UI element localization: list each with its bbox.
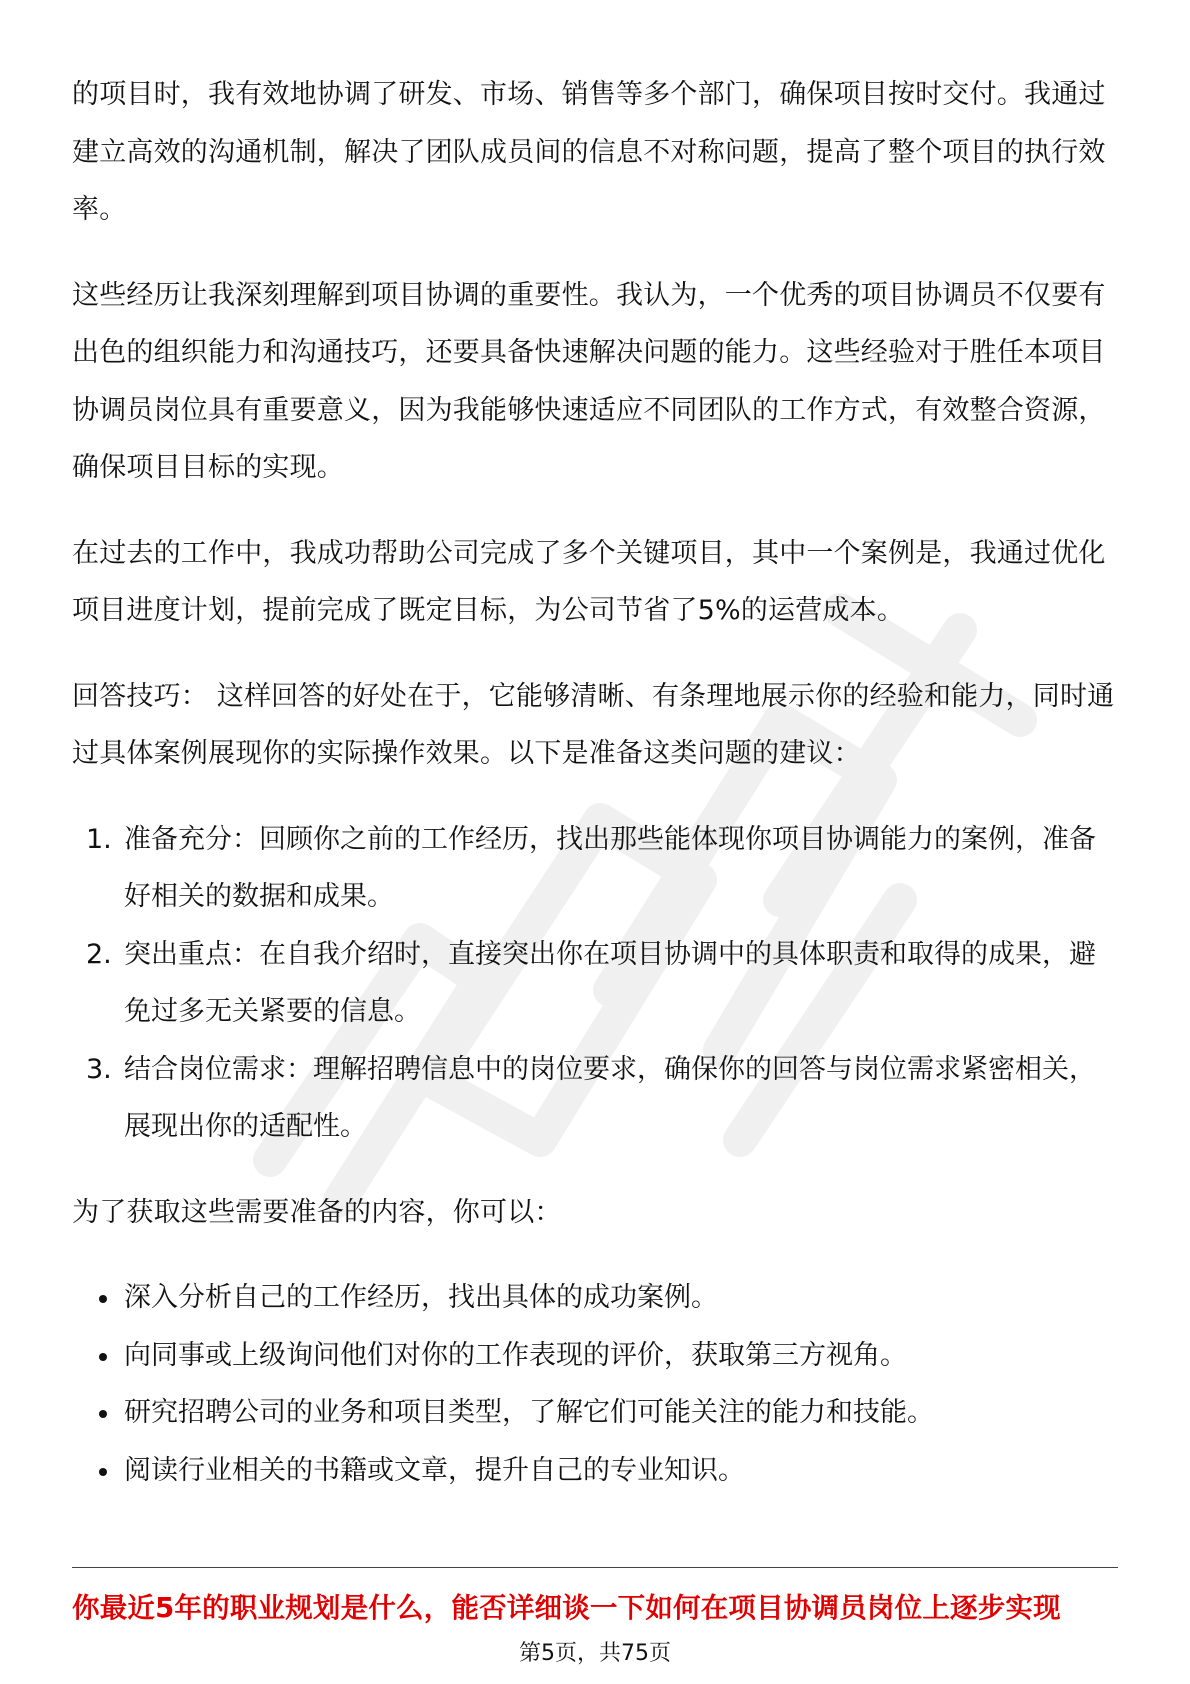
bullet-item bbox=[72, 1327, 1118, 1385]
paragraph-insights: 这些经历让我深刻理解到项目协调的重要性。我认为，一个优秀的项目协调员不仅要有出色的组织能力和沟通技巧，还要具备快速解决问题的能力。这些经验对于胜任本项目协调员岗位具有重要意义，因为我能够快速适应不同团队的工作方式，有效整合资源，确保项目目标的实现。 bbox=[72, 279, 1106, 483]
bullet-dot-icon bbox=[99, 1295, 107, 1303]
bullet-text: 深入分析自己的工作经历，找出具体的成功案例。 bbox=[124, 1282, 718, 1313]
paragraph-preparation-intro: 为了获取这些需要准备的内容，你可以： bbox=[72, 1196, 562, 1228]
bullet-text: 阅读行业相关的书籍或文章，提升自己的专业知识。 bbox=[124, 1454, 745, 1486]
bullet-text: 研究招聘公司的业务和项目类型，了解它们可能关注的能力和技能。 bbox=[124, 1397, 934, 1428]
tips-list-item bbox=[72, 811, 1118, 926]
list-item-text: 突出重点：在自我介绍时，直接突出你在项目协调中的具体职责和取得的成果，避免过多无关紧要的信息。 bbox=[124, 938, 1096, 1027]
bullet-text: 向同事或上级询问他们对你的工作表现的评价，获取第三方视角。 bbox=[124, 1339, 907, 1371]
list-number: 2. bbox=[86, 938, 112, 970]
list-number: 1. bbox=[86, 823, 112, 855]
document-body bbox=[72, 66, 1118, 1499]
paragraph-answer-tips: 回答技巧： 这样回答的好处在于，它能够清晰、有条理地展示你的经验和能力，同时通过具体案例展现你的实际操作效果。以下是准备这类问题的建议： bbox=[72, 680, 1115, 769]
paragraph-project-experience: 的项目时，我有效地协调了研发、市场、销售等多个部门，确保项目按时交付。我通过建立高效的沟通机制，解决了团队成员间的信息不对称问题，提高了整个项目的执行效率。 bbox=[72, 79, 1106, 225]
list-number: 3. bbox=[86, 1053, 112, 1085]
page-number: 第5页，共75页 bbox=[519, 1641, 671, 1666]
list-item-text: 准备充分：回顾你之前的工作经历，找出那些能体现你项目协调能力的案例，准备好相关的数据和成果。 bbox=[124, 823, 1096, 912]
footer-divider bbox=[72, 1567, 1118, 1568]
bullet-dot-icon bbox=[99, 1468, 107, 1476]
next-question-heading: 你最近5年的职业规划是什么，能否详细谈一下如何在项目协调员岗位上逐步实现 bbox=[72, 1592, 1061, 1624]
tips-list bbox=[72, 811, 1118, 1156]
list-item-text: 结合岗位需求：理解招聘信息中的岗位要求，确保你的回答与岗位需求紧密相关，展现出你的适配性。 bbox=[124, 1053, 1096, 1142]
paragraph-achievement: 在过去的工作中，我成功帮助公司完成了多个关键项目，其中一个案例是，我通过优化项目进度计划，提前完成了既定目标，为公司节省了5%的运营成本。 bbox=[72, 537, 1106, 626]
bullet-dot-icon bbox=[99, 1410, 107, 1418]
bullet-dot-icon bbox=[99, 1353, 107, 1361]
preparation-bullet-list bbox=[72, 1269, 1118, 1499]
bullet-item bbox=[72, 1442, 1118, 1500]
tips-list-item bbox=[72, 926, 1118, 1041]
bullet-item bbox=[72, 1269, 1118, 1327]
tips-list-item bbox=[72, 1041, 1118, 1156]
bullet-item bbox=[72, 1384, 1118, 1442]
